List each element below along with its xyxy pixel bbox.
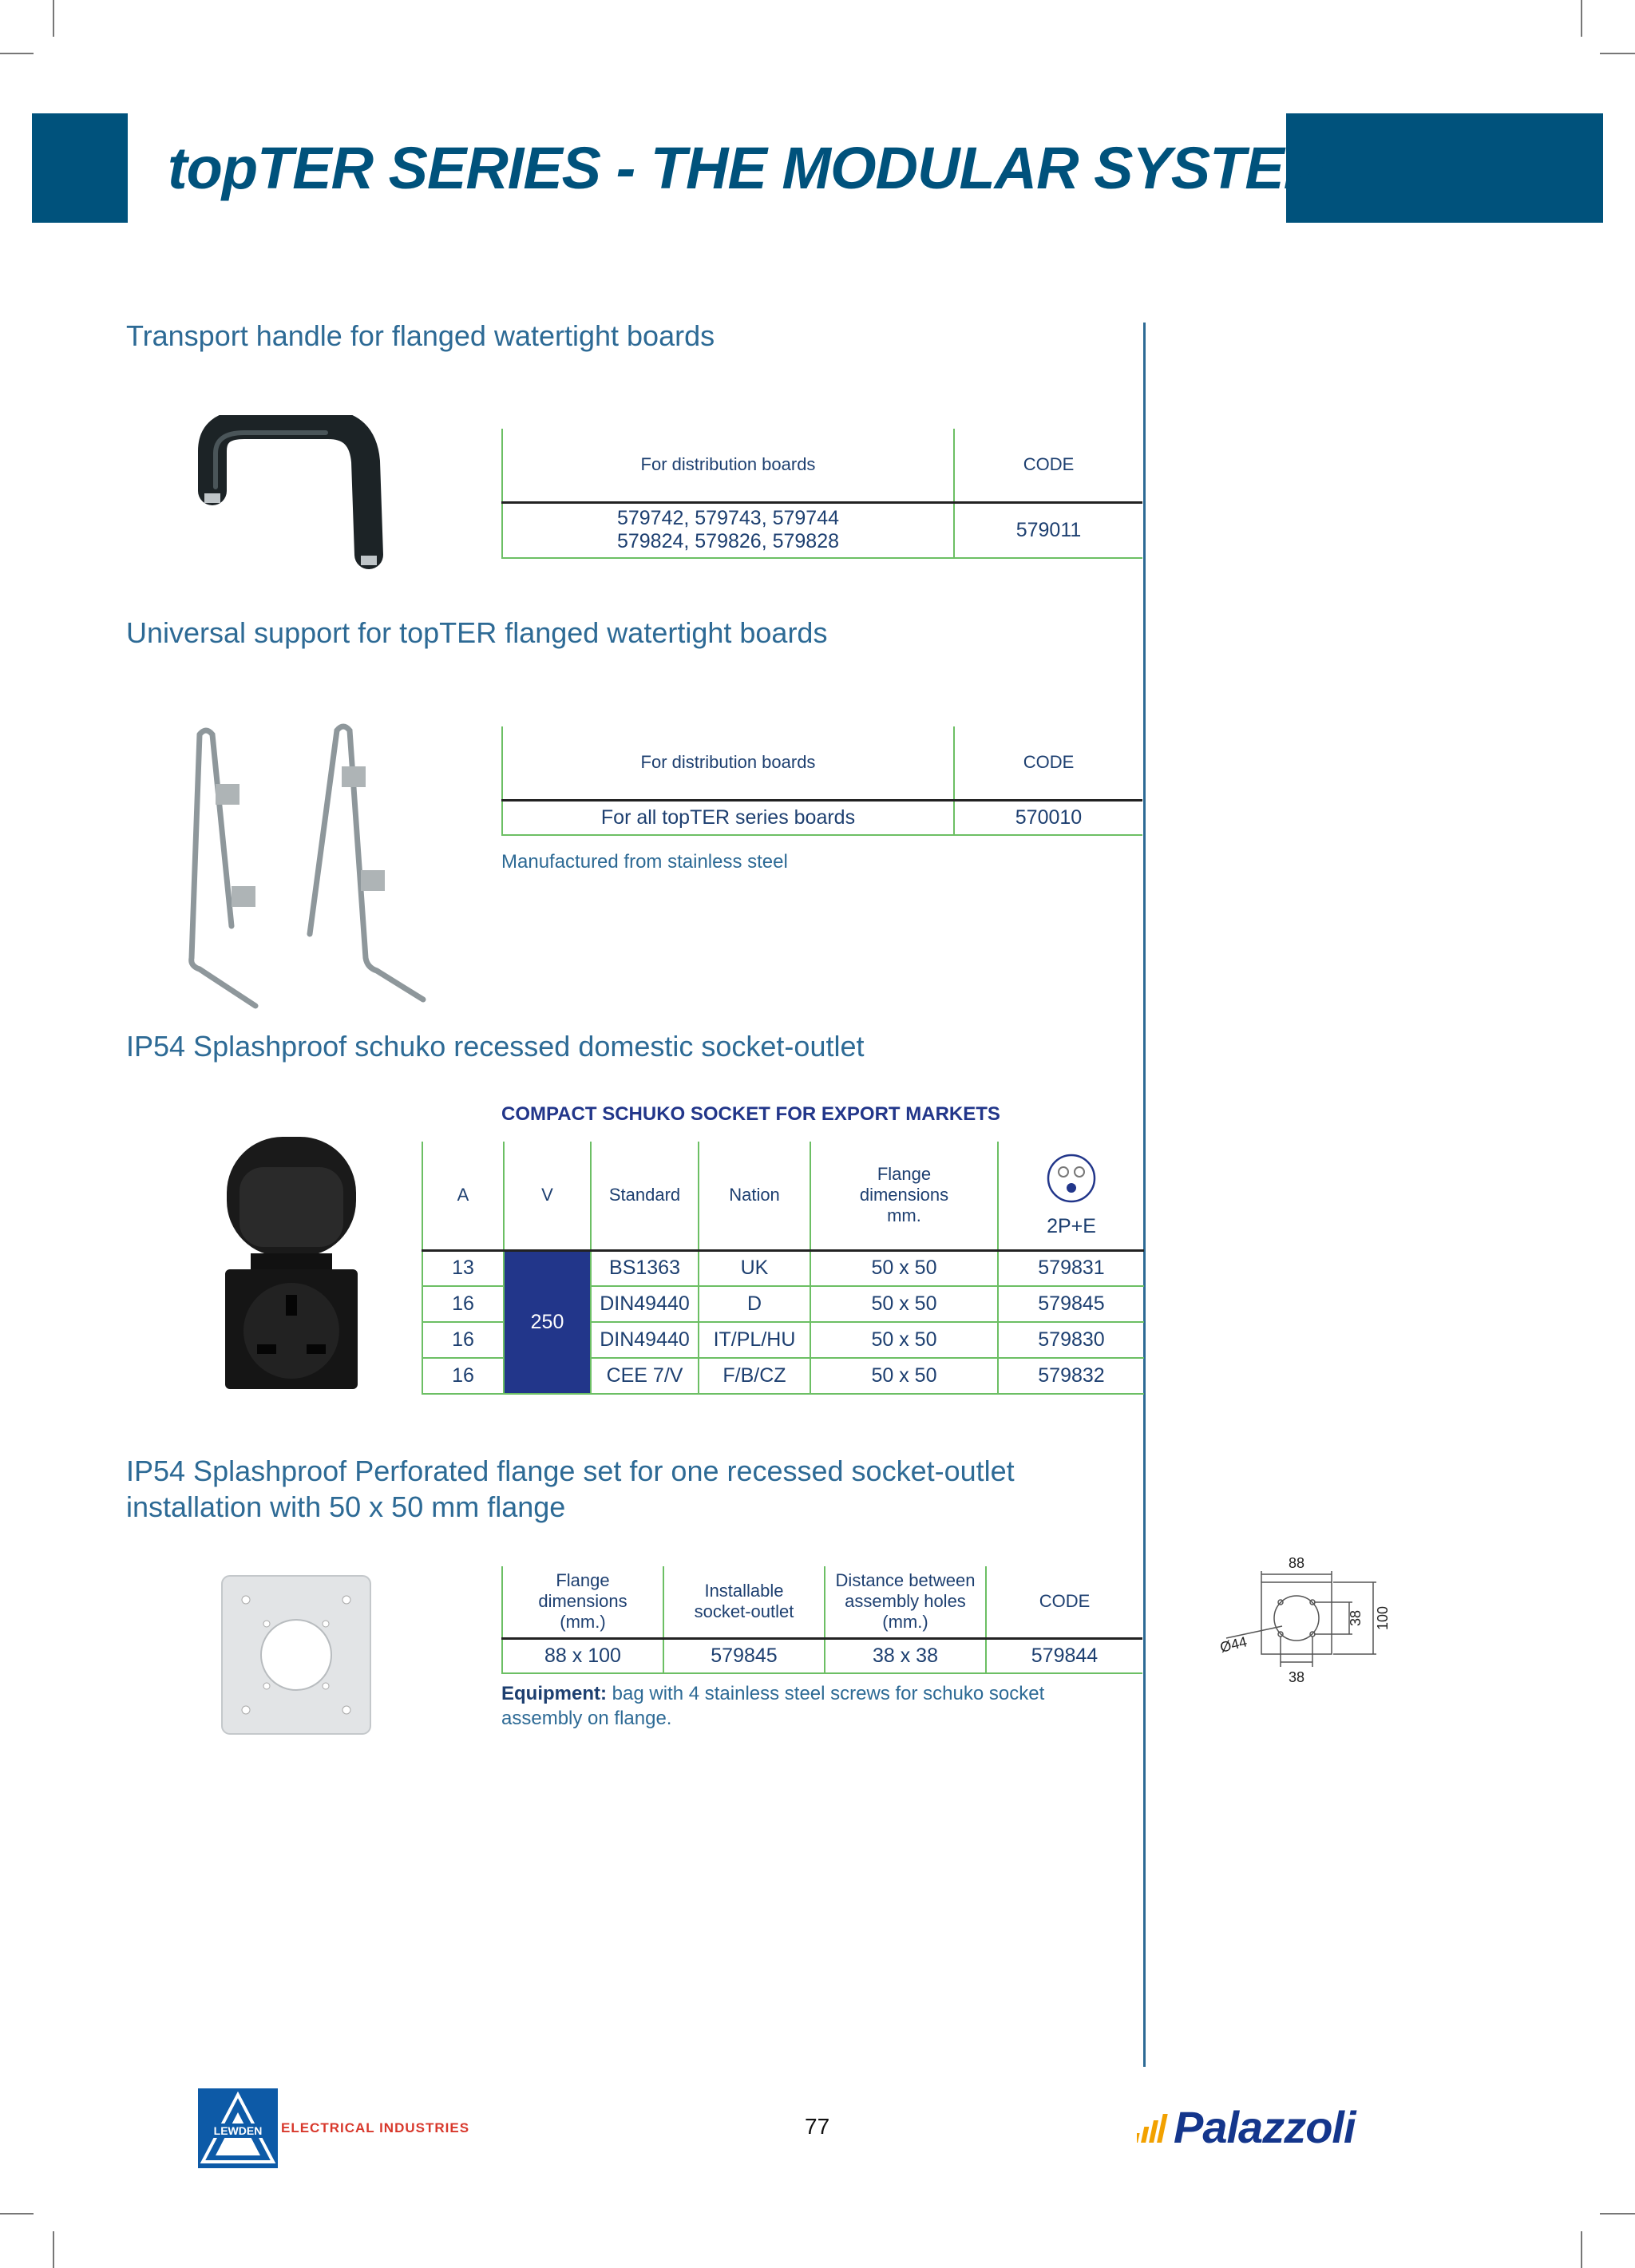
dimension-outer-v: 100 — [1375, 1605, 1391, 1631]
amp-cell: 16 — [422, 1358, 504, 1394]
socket-subtitle: COMPACT SCHUKO SOCKET FOR EXPORT MARKETS — [501, 1103, 1000, 1125]
code-cell: 579831 — [998, 1250, 1144, 1286]
nation-cell: D — [699, 1286, 810, 1322]
crop-mark — [1600, 53, 1635, 54]
boards-line: 579824, 579826, 579828 — [616, 530, 840, 553]
code-cell: 579832 — [998, 1358, 1144, 1394]
crop-mark — [1600, 2213, 1635, 2215]
header-line: assembly holes — [845, 1591, 966, 1612]
equipment-note-line2: assembly on flange. — [501, 1708, 672, 1729]
flange-header-cell — [810, 1142, 998, 1250]
standard-cell: CEE 7/V — [591, 1358, 699, 1394]
crop-mark — [0, 2213, 34, 2215]
crop-mark — [53, 2231, 54, 2268]
distance-cell: 38 x 38 — [825, 1638, 986, 1673]
header-line: Flange — [556, 1570, 610, 1591]
page-number: 77 — [805, 2114, 830, 2139]
crop-mark — [0, 53, 34, 54]
crop-mark — [1581, 2231, 1582, 2268]
dimension-inner-v: 38 — [1348, 1609, 1364, 1627]
flange-cell: 50 x 50 — [810, 1322, 998, 1358]
dimension-diameter: Ø44 — [1218, 1633, 1249, 1656]
socket-section-title: IP54 Splashproof schuko recessed domestic socket-outlet — [126, 1030, 865, 1063]
standard-cell: BS1363 — [591, 1250, 699, 1286]
code-cell: 579844 — [986, 1638, 1142, 1673]
code-cell: 579845 — [998, 1286, 1144, 1322]
header-line: (mm.) — [560, 1612, 606, 1633]
header-line: (mm.) — [882, 1612, 928, 1633]
header-cell: CODE — [954, 726, 1142, 800]
flange-cell: 88 x 100 — [502, 1638, 663, 1673]
header-cell: CODE — [954, 429, 1142, 502]
boards-line: 579742, 579743, 579744 — [616, 507, 840, 530]
distance-header-cell — [825, 1566, 986, 1638]
socket-table — [422, 1142, 1144, 1395]
standard-cell: DIN49440 — [591, 1322, 699, 1358]
amp-cell: 13 — [422, 1250, 504, 1286]
palazzoli-bars-icon — [1137, 2109, 1174, 2146]
flange-cell: 50 x 50 — [810, 1358, 998, 1394]
support-section-title: Universal support for topTER flanged watertight boards — [126, 616, 828, 649]
nation-cell: IT/PL/HU — [699, 1322, 810, 1358]
crop-mark — [1581, 0, 1582, 37]
amp-cell: 16 — [422, 1286, 504, 1322]
equipment-label: Equipment: — [501, 1683, 607, 1704]
socket-pin-icon — [1046, 1153, 1097, 1204]
header-line: socket-outlet — [694, 1601, 794, 1622]
header-cell: V — [504, 1142, 591, 1250]
code-cell: 579830 — [998, 1322, 1144, 1358]
standard-cell: DIN49440 — [591, 1286, 699, 1322]
nation-cell: F/B/CZ — [699, 1358, 810, 1394]
flange-section-title-line2: installation with 50 x 50 mm flange — [126, 1490, 566, 1523]
equipment-text: bag with 4 stainless steel screws for schuko socket — [607, 1683, 1045, 1704]
support-note: Manufactured from stainless steel — [501, 851, 788, 873]
header-line: Distance between — [835, 1570, 976, 1591]
support-table — [501, 726, 1142, 836]
header-cell: CODE — [986, 1566, 1142, 1638]
lewden-mark: LEWDEN — [213, 2124, 263, 2137]
boards-cell — [502, 502, 954, 558]
header-line: dimensions — [859, 1185, 949, 1205]
flange-header-cell — [502, 1566, 663, 1638]
socket-cell: 579845 — [663, 1638, 825, 1673]
flange-section-title-line1: IP54 Splashproof Perforated flange set for one recessed socket-outlet — [126, 1455, 1015, 1487]
header-cell: A — [422, 1142, 504, 1250]
lewden-logo — [198, 2088, 278, 2168]
header-line: Flange — [877, 1164, 932, 1185]
flange-cell: 50 x 50 — [810, 1250, 998, 1286]
perforated-flange-image — [219, 1573, 374, 1737]
header-cell: Nation — [699, 1142, 810, 1250]
header-cell: For distribution boards — [502, 726, 954, 800]
header-line: dimensions — [538, 1591, 627, 1612]
handle-section-title: Transport handle for flanged watertight boards — [126, 319, 715, 352]
header-band-right — [1286, 113, 1603, 223]
header-line: mm. — [887, 1205, 921, 1226]
flange-dimension-drawing — [1205, 1550, 1397, 1691]
header-band-left — [32, 113, 128, 223]
crop-mark — [53, 0, 54, 37]
lewden-tagline: ELECTRICAL INDUSTRIES — [281, 2120, 470, 2135]
schuko-socket-image — [224, 1135, 359, 1392]
amp-cell: 16 — [422, 1322, 504, 1358]
header-line: Installable — [704, 1581, 784, 1601]
boards-cell: For all topTER series boards — [502, 800, 954, 835]
socket-type-header-cell — [998, 1142, 1144, 1250]
nation-cell: UK — [699, 1250, 810, 1286]
transport-handle-image — [188, 415, 396, 575]
header-cell: Standard — [591, 1142, 699, 1250]
dimension-top: 88 — [1288, 1555, 1305, 1571]
page-title: topTER SERIES - THE MODULAR SYSTEM — [168, 135, 1332, 201]
equipment-note — [501, 1683, 1044, 1705]
header-cell: For distribution boards — [502, 429, 954, 502]
code-cell: 570010 — [954, 800, 1142, 835]
code-cell: 579011 — [954, 502, 1142, 558]
dimension-bottom: 38 — [1288, 1669, 1305, 1685]
handle-table — [501, 429, 1142, 559]
voltage-cell: 250 — [504, 1250, 591, 1394]
flange-table — [501, 1566, 1142, 1674]
palazzoli-logo: Palazzoli — [1174, 2102, 1356, 2152]
flange-cell: 50 x 50 — [810, 1286, 998, 1322]
universal-support-image — [152, 718, 455, 1022]
installable-header-cell — [663, 1566, 825, 1638]
socket-type-label: 2P+E — [1047, 1214, 1096, 1237]
